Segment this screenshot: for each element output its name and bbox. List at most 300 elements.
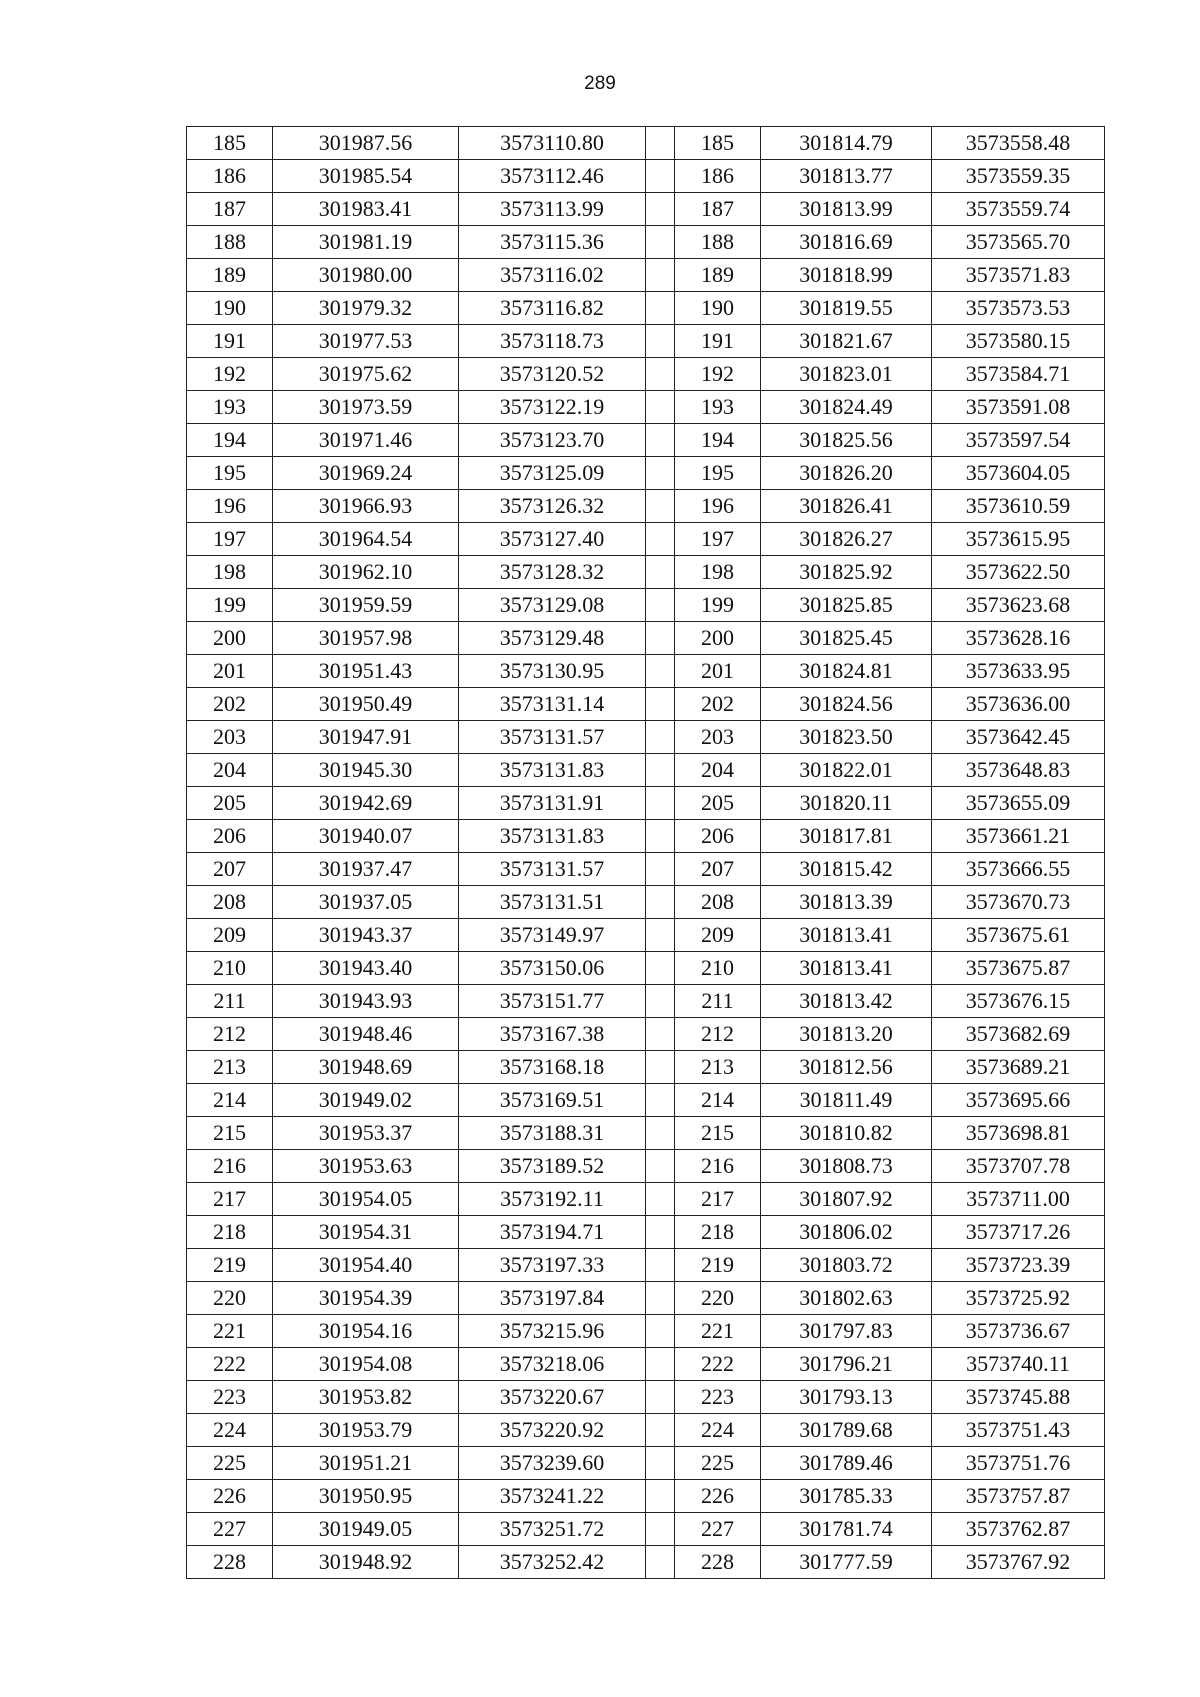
right-y-coord: 3573604.05	[932, 457, 1105, 490]
left-point-id: 192	[187, 358, 273, 391]
left-x-coord: 301954.31	[273, 1216, 459, 1249]
left-y-coord: 3573131.83	[459, 820, 646, 853]
left-x-coord: 301957.98	[273, 622, 459, 655]
left-point-id: 223	[187, 1381, 273, 1414]
table-row	[187, 919, 1105, 952]
left-x-coord: 301949.02	[273, 1084, 459, 1117]
left-point-id: 199	[187, 589, 273, 622]
left-y-coord: 3573197.33	[459, 1249, 646, 1282]
left-y-coord: 3573116.02	[459, 259, 646, 292]
right-x-coord: 301816.69	[761, 226, 932, 259]
left-x-coord: 301977.53	[273, 325, 459, 358]
left-y-coord: 3573168.18	[459, 1051, 646, 1084]
right-x-coord: 301808.73	[761, 1150, 932, 1183]
column-separator	[646, 1480, 675, 1513]
left-y-coord: 3573194.71	[459, 1216, 646, 1249]
right-point-id: 193	[675, 391, 761, 424]
right-point-id: 206	[675, 820, 761, 853]
table-row	[187, 688, 1105, 721]
right-x-coord: 301803.72	[761, 1249, 932, 1282]
column-separator	[646, 1381, 675, 1414]
right-y-coord: 3573573.53	[932, 292, 1105, 325]
left-point-id: 220	[187, 1282, 273, 1315]
left-x-coord: 301943.93	[273, 985, 459, 1018]
right-x-coord: 301826.27	[761, 523, 932, 556]
right-x-coord: 301826.20	[761, 457, 932, 490]
right-x-coord: 301818.99	[761, 259, 932, 292]
column-separator	[646, 1249, 675, 1282]
right-point-id: 213	[675, 1051, 761, 1084]
left-x-coord: 301942.69	[273, 787, 459, 820]
right-y-coord: 3573725.92	[932, 1282, 1105, 1315]
right-x-coord: 301813.77	[761, 160, 932, 193]
left-point-id: 196	[187, 490, 273, 523]
right-x-coord: 301825.85	[761, 589, 932, 622]
right-point-id: 215	[675, 1117, 761, 1150]
coordinate-table-body	[187, 127, 1105, 1579]
table-row	[187, 655, 1105, 688]
left-point-id: 188	[187, 226, 273, 259]
right-point-id: 200	[675, 622, 761, 655]
right-x-coord: 301781.74	[761, 1513, 932, 1546]
right-x-coord: 301802.63	[761, 1282, 932, 1315]
table-row	[187, 193, 1105, 226]
column-separator	[646, 1183, 675, 1216]
table-row	[187, 754, 1105, 787]
column-separator	[646, 853, 675, 886]
left-x-coord: 301954.40	[273, 1249, 459, 1282]
left-x-coord: 301973.59	[273, 391, 459, 424]
right-x-coord: 301819.55	[761, 292, 932, 325]
right-y-coord: 3573717.26	[932, 1216, 1105, 1249]
left-y-coord: 3573151.77	[459, 985, 646, 1018]
left-x-coord: 301950.49	[273, 688, 459, 721]
left-y-coord: 3573129.48	[459, 622, 646, 655]
right-point-id: 198	[675, 556, 761, 589]
column-separator	[646, 226, 675, 259]
right-y-coord: 3573751.76	[932, 1447, 1105, 1480]
table-row	[187, 292, 1105, 325]
right-x-coord: 301813.20	[761, 1018, 932, 1051]
left-point-id: 213	[187, 1051, 273, 1084]
left-x-coord: 301953.82	[273, 1381, 459, 1414]
right-x-coord: 301810.82	[761, 1117, 932, 1150]
left-point-id: 212	[187, 1018, 273, 1051]
left-point-id: 190	[187, 292, 273, 325]
right-y-coord: 3573767.92	[932, 1546, 1105, 1579]
left-y-coord: 3573220.67	[459, 1381, 646, 1414]
right-point-id: 192	[675, 358, 761, 391]
left-point-id: 186	[187, 160, 273, 193]
right-x-coord: 301824.81	[761, 655, 932, 688]
left-point-id: 217	[187, 1183, 273, 1216]
left-point-id: 195	[187, 457, 273, 490]
left-y-coord: 3573131.51	[459, 886, 646, 919]
column-separator	[646, 1150, 675, 1183]
left-x-coord: 301948.46	[273, 1018, 459, 1051]
right-point-id: 209	[675, 919, 761, 952]
left-y-coord: 3573251.72	[459, 1513, 646, 1546]
left-x-coord: 301937.05	[273, 886, 459, 919]
left-y-coord: 3573131.91	[459, 787, 646, 820]
right-x-coord: 301824.56	[761, 688, 932, 721]
left-point-id: 227	[187, 1513, 273, 1546]
right-y-coord: 3573670.73	[932, 886, 1105, 919]
left-x-coord: 301969.24	[273, 457, 459, 490]
column-separator	[646, 424, 675, 457]
right-y-coord: 3573559.74	[932, 193, 1105, 226]
column-separator	[646, 523, 675, 556]
right-y-coord: 3573666.55	[932, 853, 1105, 886]
right-point-id: 187	[675, 193, 761, 226]
right-x-coord: 301777.59	[761, 1546, 932, 1579]
left-point-id: 206	[187, 820, 273, 853]
right-x-coord: 301813.41	[761, 919, 932, 952]
right-x-coord: 301797.83	[761, 1315, 932, 1348]
left-point-id: 198	[187, 556, 273, 589]
left-y-coord: 3573122.19	[459, 391, 646, 424]
right-y-coord: 3573711.00	[932, 1183, 1105, 1216]
right-point-id: 190	[675, 292, 761, 325]
left-y-coord: 3573125.09	[459, 457, 646, 490]
table-row	[187, 556, 1105, 589]
column-separator	[646, 1216, 675, 1249]
left-y-coord: 3573252.42	[459, 1546, 646, 1579]
left-x-coord: 301947.91	[273, 721, 459, 754]
right-point-id: 205	[675, 787, 761, 820]
left-point-id: 216	[187, 1150, 273, 1183]
table-row	[187, 1051, 1105, 1084]
left-point-id: 224	[187, 1414, 273, 1447]
left-x-coord: 301950.95	[273, 1480, 459, 1513]
left-y-coord: 3573192.11	[459, 1183, 646, 1216]
left-x-coord: 301980.00	[273, 259, 459, 292]
table-row	[187, 1414, 1105, 1447]
table-row	[187, 1480, 1105, 1513]
right-x-coord: 301811.49	[761, 1084, 932, 1117]
left-y-coord: 3573115.36	[459, 226, 646, 259]
left-point-id: 203	[187, 721, 273, 754]
left-point-id: 219	[187, 1249, 273, 1282]
left-x-coord: 301953.79	[273, 1414, 459, 1447]
right-point-id: 217	[675, 1183, 761, 1216]
right-point-id: 199	[675, 589, 761, 622]
left-y-coord: 3573123.70	[459, 424, 646, 457]
table-row	[187, 985, 1105, 1018]
table-row	[187, 160, 1105, 193]
table-row	[187, 259, 1105, 292]
right-x-coord: 301785.33	[761, 1480, 932, 1513]
column-separator	[646, 688, 675, 721]
left-x-coord: 301943.37	[273, 919, 459, 952]
table-row	[187, 820, 1105, 853]
right-x-coord: 301817.81	[761, 820, 932, 853]
right-y-coord: 3573633.95	[932, 655, 1105, 688]
right-point-id: 225	[675, 1447, 761, 1480]
right-y-coord: 3573622.50	[932, 556, 1105, 589]
table-row	[187, 1216, 1105, 1249]
right-y-coord: 3573623.68	[932, 589, 1105, 622]
table-row	[187, 127, 1105, 160]
left-x-coord: 301951.43	[273, 655, 459, 688]
table-row	[187, 1546, 1105, 1579]
left-y-coord: 3573167.38	[459, 1018, 646, 1051]
right-point-id: 216	[675, 1150, 761, 1183]
table-row	[187, 1348, 1105, 1381]
left-point-id: 218	[187, 1216, 273, 1249]
table-row	[187, 1117, 1105, 1150]
left-point-id: 215	[187, 1117, 273, 1150]
right-y-coord: 3573707.78	[932, 1150, 1105, 1183]
left-y-coord: 3573197.84	[459, 1282, 646, 1315]
left-y-coord: 3573241.22	[459, 1480, 646, 1513]
left-x-coord: 301975.62	[273, 358, 459, 391]
left-x-coord: 301964.54	[273, 523, 459, 556]
right-point-id: 203	[675, 721, 761, 754]
right-point-id: 191	[675, 325, 761, 358]
left-x-coord: 301945.30	[273, 754, 459, 787]
left-x-coord: 301951.21	[273, 1447, 459, 1480]
left-y-coord: 3573220.92	[459, 1414, 646, 1447]
right-y-coord: 3573682.69	[932, 1018, 1105, 1051]
left-x-coord: 301940.07	[273, 820, 459, 853]
column-separator	[646, 919, 675, 952]
column-separator	[646, 556, 675, 589]
table-row	[187, 853, 1105, 886]
right-point-id: 196	[675, 490, 761, 523]
left-y-coord: 3573131.57	[459, 721, 646, 754]
table-row	[187, 325, 1105, 358]
left-point-id: 200	[187, 622, 273, 655]
left-point-id: 207	[187, 853, 273, 886]
left-point-id: 197	[187, 523, 273, 556]
column-separator	[646, 457, 675, 490]
right-y-coord: 3573628.16	[932, 622, 1105, 655]
column-separator	[646, 1414, 675, 1447]
left-y-coord: 3573126.32	[459, 490, 646, 523]
left-x-coord: 301981.19	[273, 226, 459, 259]
right-point-id: 210	[675, 952, 761, 985]
left-point-id: 225	[187, 1447, 273, 1480]
right-x-coord: 301814.79	[761, 127, 932, 160]
right-point-id: 202	[675, 688, 761, 721]
table-row	[187, 622, 1105, 655]
left-y-coord: 3573112.46	[459, 160, 646, 193]
left-x-coord: 301966.93	[273, 490, 459, 523]
right-point-id: 207	[675, 853, 761, 886]
left-y-coord: 3573189.52	[459, 1150, 646, 1183]
right-point-id: 189	[675, 259, 761, 292]
column-separator	[646, 1117, 675, 1150]
column-separator	[646, 1546, 675, 1579]
column-separator	[646, 589, 675, 622]
right-y-coord: 3573648.83	[932, 754, 1105, 787]
right-y-coord: 3573676.15	[932, 985, 1105, 1018]
column-separator	[646, 1447, 675, 1480]
right-point-id: 226	[675, 1480, 761, 1513]
right-point-id: 220	[675, 1282, 761, 1315]
left-y-coord: 3573169.51	[459, 1084, 646, 1117]
table-row	[187, 1249, 1105, 1282]
column-separator	[646, 820, 675, 853]
left-point-id: 191	[187, 325, 273, 358]
left-x-coord: 301937.47	[273, 853, 459, 886]
left-x-coord: 301983.41	[273, 193, 459, 226]
right-point-id: 194	[675, 424, 761, 457]
left-y-coord: 3573215.96	[459, 1315, 646, 1348]
table-row	[187, 1381, 1105, 1414]
table-row	[187, 1447, 1105, 1480]
table-row	[187, 358, 1105, 391]
right-y-coord: 3573675.61	[932, 919, 1105, 952]
column-separator	[646, 391, 675, 424]
left-y-coord: 3573131.14	[459, 688, 646, 721]
left-x-coord: 301979.32	[273, 292, 459, 325]
table-row	[187, 490, 1105, 523]
right-x-coord: 301813.42	[761, 985, 932, 1018]
right-point-id: 219	[675, 1249, 761, 1282]
column-separator	[646, 259, 675, 292]
left-x-coord: 301943.40	[273, 952, 459, 985]
left-point-id: 214	[187, 1084, 273, 1117]
right-x-coord: 301813.41	[761, 952, 932, 985]
right-point-id: 204	[675, 754, 761, 787]
table-row	[187, 1282, 1105, 1315]
left-point-id: 185	[187, 127, 273, 160]
column-separator	[646, 787, 675, 820]
column-separator	[646, 985, 675, 1018]
column-separator	[646, 325, 675, 358]
right-x-coord: 301826.41	[761, 490, 932, 523]
left-point-id: 202	[187, 688, 273, 721]
right-x-coord: 301823.01	[761, 358, 932, 391]
right-y-coord: 3573698.81	[932, 1117, 1105, 1150]
right-y-coord: 3573675.87	[932, 952, 1105, 985]
column-separator	[646, 160, 675, 193]
right-y-coord: 3573695.66	[932, 1084, 1105, 1117]
column-separator	[646, 622, 675, 655]
left-point-id: 221	[187, 1315, 273, 1348]
right-point-id: 197	[675, 523, 761, 556]
right-x-coord: 301815.42	[761, 853, 932, 886]
right-point-id: 185	[675, 127, 761, 160]
left-x-coord: 301954.39	[273, 1282, 459, 1315]
right-x-coord: 301822.01	[761, 754, 932, 787]
right-y-coord: 3573740.11	[932, 1348, 1105, 1381]
table-row	[187, 886, 1105, 919]
right-x-coord: 301825.92	[761, 556, 932, 589]
right-y-coord: 3573571.83	[932, 259, 1105, 292]
column-separator	[646, 1348, 675, 1381]
right-x-coord: 301821.67	[761, 325, 932, 358]
column-separator	[646, 1084, 675, 1117]
left-point-id: 211	[187, 985, 273, 1018]
right-y-coord: 3573751.43	[932, 1414, 1105, 1447]
right-x-coord: 301825.45	[761, 622, 932, 655]
right-y-coord: 3573591.08	[932, 391, 1105, 424]
right-x-coord: 301823.50	[761, 721, 932, 754]
left-point-id: 187	[187, 193, 273, 226]
left-x-coord: 301953.37	[273, 1117, 459, 1150]
right-x-coord: 301812.56	[761, 1051, 932, 1084]
right-point-id: 218	[675, 1216, 761, 1249]
column-separator	[646, 1315, 675, 1348]
left-point-id: 193	[187, 391, 273, 424]
left-y-coord: 3573127.40	[459, 523, 646, 556]
right-y-coord: 3573762.87	[932, 1513, 1105, 1546]
right-x-coord: 301813.39	[761, 886, 932, 919]
left-point-id: 222	[187, 1348, 273, 1381]
left-x-coord: 301953.63	[273, 1150, 459, 1183]
right-x-coord: 301789.46	[761, 1447, 932, 1480]
right-y-coord: 3573757.87	[932, 1480, 1105, 1513]
right-point-id: 211	[675, 985, 761, 1018]
column-separator	[646, 292, 675, 325]
right-x-coord: 301825.56	[761, 424, 932, 457]
column-separator	[646, 1051, 675, 1084]
column-separator	[646, 886, 675, 919]
left-x-coord: 301954.08	[273, 1348, 459, 1381]
left-x-coord: 301962.10	[273, 556, 459, 589]
table-row	[187, 787, 1105, 820]
left-x-coord: 301949.05	[273, 1513, 459, 1546]
table-row	[187, 424, 1105, 457]
left-y-coord: 3573149.97	[459, 919, 646, 952]
left-x-coord: 301985.54	[273, 160, 459, 193]
table-row	[187, 1513, 1105, 1546]
column-separator	[646, 127, 675, 160]
column-separator	[646, 358, 675, 391]
right-x-coord: 301820.11	[761, 787, 932, 820]
left-point-id: 189	[187, 259, 273, 292]
table-row	[187, 1084, 1105, 1117]
table-row	[187, 1315, 1105, 1348]
table-row	[187, 226, 1105, 259]
column-separator	[646, 655, 675, 688]
left-y-coord: 3573118.73	[459, 325, 646, 358]
right-y-coord: 3573615.95	[932, 523, 1105, 556]
left-y-coord: 3573131.83	[459, 754, 646, 787]
left-point-id: 209	[187, 919, 273, 952]
left-point-id: 210	[187, 952, 273, 985]
right-point-id: 186	[675, 160, 761, 193]
left-point-id: 204	[187, 754, 273, 787]
table-row	[187, 952, 1105, 985]
right-x-coord: 301806.02	[761, 1216, 932, 1249]
left-y-coord: 3573110.80	[459, 127, 646, 160]
right-y-coord: 3573565.70	[932, 226, 1105, 259]
left-y-coord: 3573120.52	[459, 358, 646, 391]
right-point-id: 195	[675, 457, 761, 490]
left-y-coord: 3573129.08	[459, 589, 646, 622]
right-point-id: 227	[675, 1513, 761, 1546]
right-y-coord: 3573597.54	[932, 424, 1105, 457]
right-y-coord: 3573655.09	[932, 787, 1105, 820]
left-x-coord: 301987.56	[273, 127, 459, 160]
left-y-coord: 3573150.06	[459, 952, 646, 985]
right-point-id: 214	[675, 1084, 761, 1117]
right-y-coord: 3573745.88	[932, 1381, 1105, 1414]
right-y-coord: 3573636.00	[932, 688, 1105, 721]
left-y-coord: 3573239.60	[459, 1447, 646, 1480]
right-y-coord: 3573689.21	[932, 1051, 1105, 1084]
left-x-coord: 301954.05	[273, 1183, 459, 1216]
left-y-coord: 3573113.99	[459, 193, 646, 226]
right-y-coord: 3573610.59	[932, 490, 1105, 523]
left-y-coord: 3573188.31	[459, 1117, 646, 1150]
table-row	[187, 589, 1105, 622]
table-row	[187, 391, 1105, 424]
